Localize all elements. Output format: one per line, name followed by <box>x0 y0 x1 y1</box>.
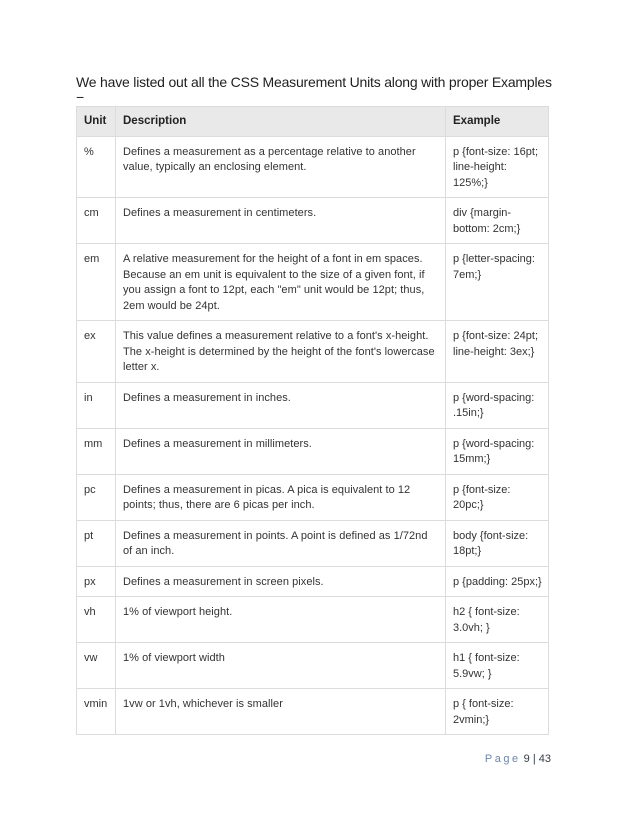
table-row <box>77 597 549 643</box>
unit-cell: in <box>77 382 116 428</box>
heading-dash: − <box>76 89 85 105</box>
column-header-description: Description <box>116 107 446 137</box>
table-row <box>77 428 549 474</box>
table-row <box>77 474 549 520</box>
description-cell: 1% of viewport width <box>116 643 446 689</box>
table-body <box>77 136 549 735</box>
example-cell: p {padding: 25px;} <box>446 566 549 597</box>
unit-cell: vmin <box>77 689 116 735</box>
section-heading: We have listed out all the CSS Measurement Units along with proper Examples <box>76 74 552 90</box>
example-cell: h1 { font-size: 5.9vw; } <box>446 643 549 689</box>
column-header-example: Example <box>446 107 549 137</box>
description-cell: Defines a measurement in inches. <box>116 382 446 428</box>
example-cell: body {font-size: 18pt;} <box>446 520 549 566</box>
table-row <box>77 198 549 244</box>
example-cell: p { font-size: 2vmin;} <box>446 689 549 735</box>
table-row <box>77 321 549 383</box>
unit-cell: cm <box>77 198 116 244</box>
description-cell: 1% of viewport height. <box>116 597 446 643</box>
description-cell: Defines a measurement in millimeters. <box>116 428 446 474</box>
description-cell: Defines a measurement as a percentage relative to another value, typically an enclosing element. <box>116 136 446 198</box>
table-row <box>77 244 549 321</box>
page-label: Page <box>484 753 521 765</box>
total-pages: 43 <box>538 753 551 765</box>
description-cell: A relative measurement for the height of a font in em spaces. Because an em unit is equivalent to the size of a given font, if you assign a font to 12pt, each "em" unit would be 12pt; thus, 2em would be 24pt. <box>116 244 446 321</box>
description-cell: Defines a measurement in screen pixels. <box>116 566 446 597</box>
description-cell: Defines a measurement in points. A point is defined as 1/72nd of an inch. <box>116 520 446 566</box>
table-row <box>77 520 549 566</box>
example-cell: p {font-size: 20pc;} <box>446 474 549 520</box>
table-row <box>77 382 549 428</box>
unit-cell: px <box>77 566 116 597</box>
example-cell: p {font-size: 24pt; line-height: 3ex;} <box>446 321 549 383</box>
unit-cell: vh <box>77 597 116 643</box>
page-number: 9 <box>523 753 530 765</box>
example-cell: p {letter-spacing: 7em;} <box>446 244 549 321</box>
table-row <box>77 643 549 689</box>
table-header-row <box>77 107 549 137</box>
css-units-table <box>76 106 549 735</box>
unit-cell: mm <box>77 428 116 474</box>
example-cell: h2 { font-size: 3.0vh; } <box>446 597 549 643</box>
unit-cell: em <box>77 244 116 321</box>
table-row <box>77 566 549 597</box>
unit-cell: ex <box>77 321 116 383</box>
unit-cell: pc <box>77 474 116 520</box>
description-cell: This value defines a measurement relative to a font's x-height. The x-height is determined by the height of the font's lowercase letter x. <box>116 321 446 383</box>
example-cell: p {word-spacing: .15in;} <box>446 382 549 428</box>
page-separator: | <box>532 753 536 765</box>
column-header-unit: Unit <box>77 107 116 137</box>
description-cell: Defines a measurement in picas. A pica is equivalent to 12 points; thus, there are 6 picas per inch. <box>116 474 446 520</box>
description-cell: 1vw or 1vh, whichever is smaller <box>116 689 446 735</box>
example-cell: p {word-spacing: 15mm;} <box>446 428 549 474</box>
table-row <box>77 136 549 198</box>
unit-cell: % <box>77 136 116 198</box>
page-footer <box>485 752 551 766</box>
example-cell: p {font-size: 16pt; line-height: 125%;} <box>446 136 549 198</box>
unit-cell: vw <box>77 643 116 689</box>
table-row <box>77 689 549 735</box>
example-cell: div {margin-bottom: 2cm;} <box>446 198 549 244</box>
description-cell: Defines a measurement in centimeters. <box>116 198 446 244</box>
unit-cell: pt <box>77 520 116 566</box>
